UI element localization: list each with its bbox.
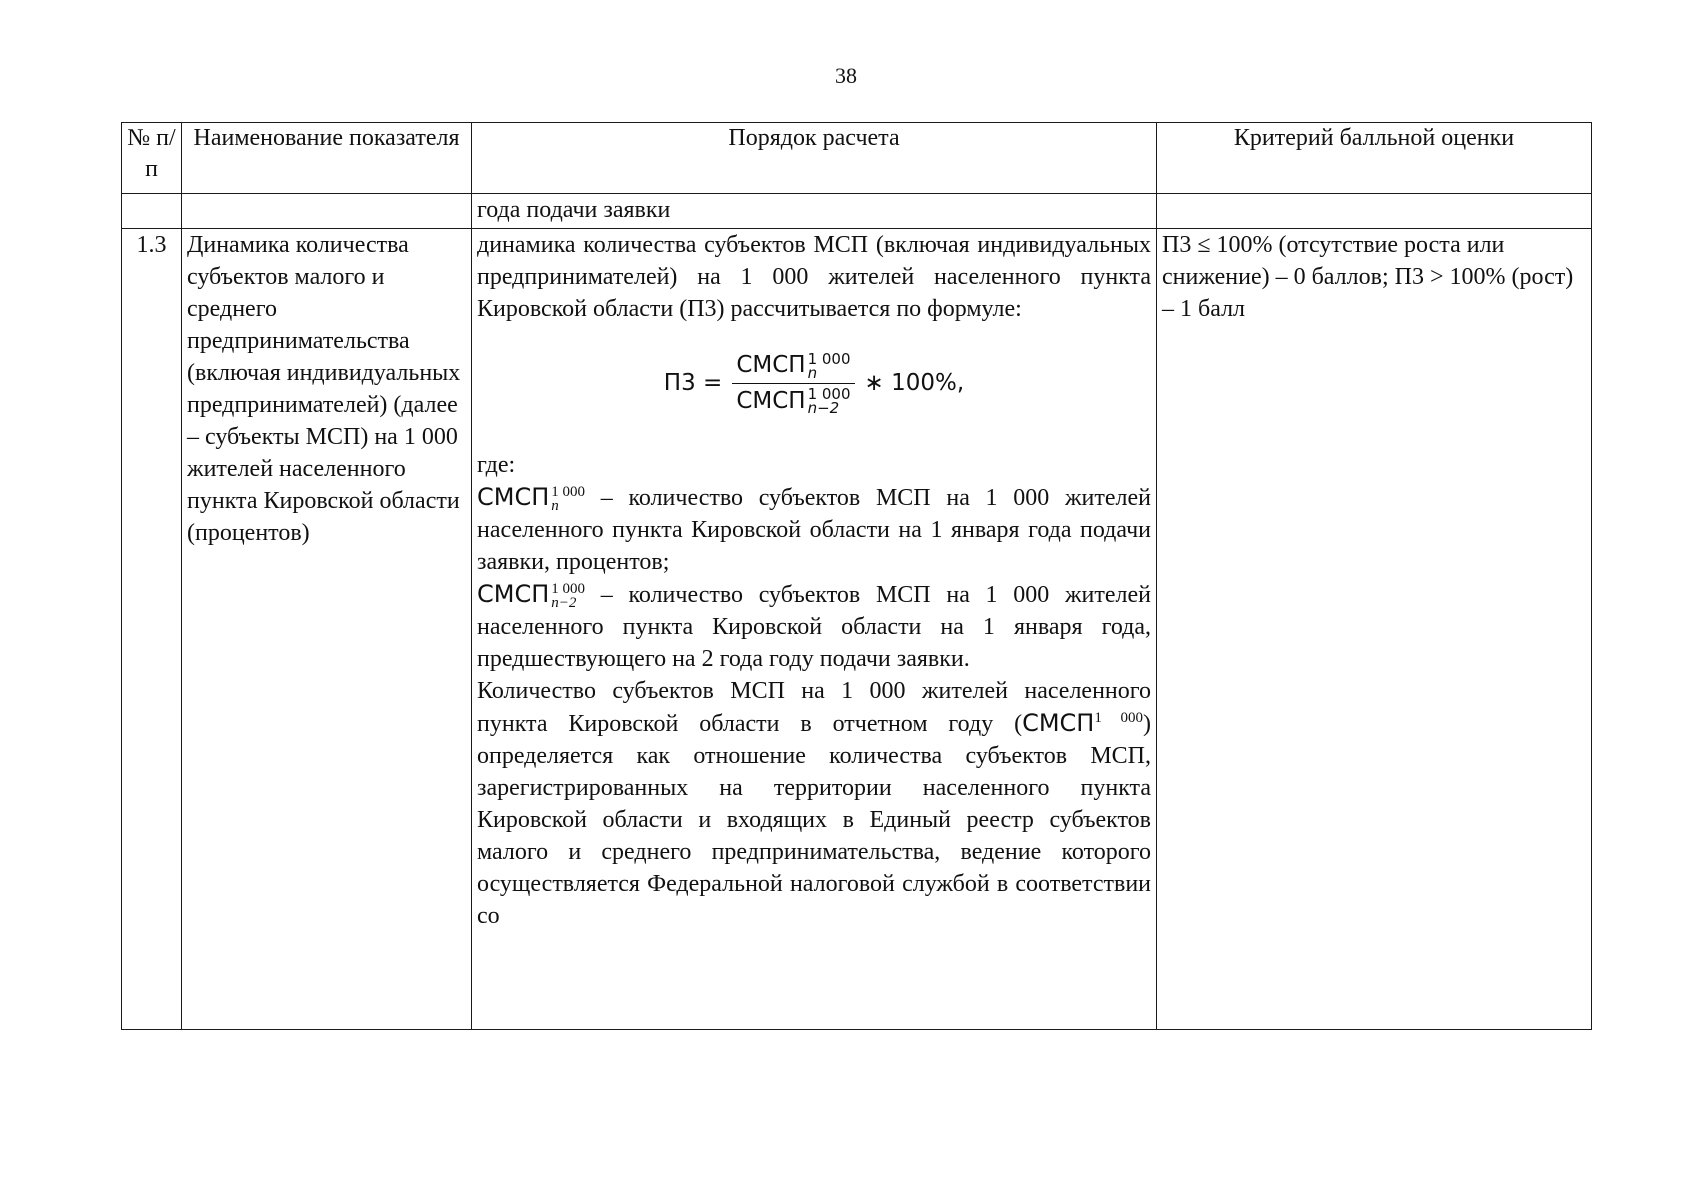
cont-calc-cell: года подачи заявки — [472, 194, 1157, 229]
calc-intro: динамика количества субъектов МСП (включая индивидуальных предпринимателей) на 1 000 жителей населенного пункта Кировской области (П3) рассчитывается по формуле: — [477, 232, 1151, 322]
page-number: 38 — [835, 63, 857, 88]
numerator-sub: n — [807, 363, 818, 382]
where-label: где: — [477, 452, 516, 478]
denominator-sup: 1 000 — [807, 385, 851, 403]
term2-symbol: СМСП — [477, 580, 550, 608]
term2-sup: 1 000 — [551, 581, 586, 598]
numerator-symbol: СМСП — [736, 352, 806, 378]
formula-denominator — [732, 384, 854, 416]
table-row — [122, 229, 1592, 1030]
formula-numerator — [732, 351, 854, 384]
row-number: 1.3 — [122, 229, 182, 1030]
para-end: ) определяется как отношение количества субъектов МСП, зарегистрированных на территории населенного пункта Кировской области и входящих в Единый реестр субъектов малого и среднего предпринимательства, ведение которого осуществляется Федеральной налоговой службой в соответствии со — [477, 711, 1152, 929]
term1-definition — [477, 481, 1151, 578]
term1-sup: 1 000 — [551, 484, 586, 501]
para-start: Количество субъектов МСП на 1 000 жителей населенного пункта Кировской области в отчетном году ( — [477, 678, 1151, 737]
term2-desc-rest: жителей населенного пункта Кировской области на 1 января года, предшествующего на 2 года году подачи заявки. — [477, 582, 1151, 672]
formula — [477, 351, 1151, 415]
cont-name-cell — [182, 194, 472, 229]
calculation-cell — [472, 229, 1157, 1030]
cont-num-cell — [122, 194, 182, 229]
para-sup: 1 000 — [1094, 710, 1144, 726]
header-calc: Порядок расчета — [472, 123, 1157, 194]
criterion-cell: П3 ≤ 100% (отсутствие роста или снижение) – 0 баллов; П3 > 100% (рост) – 1 балл — [1157, 229, 1592, 1030]
term1-desc-first: – количество субъектов МСП на 1 000 — [600, 485, 1050, 511]
indicator-name: Динамика количества субъектов малого и среднего предпринимательства (включая индивидуальных предпринимателей) (далее – субъекты МСП) на 1 000 жителей населенного пункта Кировской области (процентов) — [182, 229, 472, 1030]
term1-symbol: СМСП — [477, 483, 550, 511]
para-symbol: СМСП — [1022, 709, 1095, 737]
formula-rhs: ∗ 100%, — [864, 370, 965, 396]
header-criterion: Критерий балльной оценки — [1157, 123, 1592, 194]
msp-paragraph — [477, 675, 1151, 932]
header-name: Наименование показателя — [182, 123, 472, 194]
denominator-symbol: СМСП — [736, 387, 806, 414]
term1-sub: n — [551, 498, 559, 515]
term1-desc-rest: жителей населенного пункта Кировской области на 1 января года подачи заявки, процентов; — [477, 485, 1151, 575]
continuation-row — [122, 194, 1592, 229]
formula-fraction — [732, 351, 854, 415]
table-header-row — [122, 123, 1592, 194]
term2-definition — [477, 578, 1151, 675]
cont-criterion-cell — [1157, 194, 1592, 229]
header-num: № п/п — [122, 123, 182, 194]
term2-desc-first: – количество субъектов МСП на 1 000 — [600, 582, 1050, 608]
term2-sub: n−2 — [551, 595, 577, 612]
indicator-table — [121, 122, 1592, 1030]
numerator-sup: 1 000 — [807, 349, 851, 368]
formula-lhs: П3 = — [663, 370, 723, 396]
denominator-sub: n−2 — [807, 399, 840, 417]
